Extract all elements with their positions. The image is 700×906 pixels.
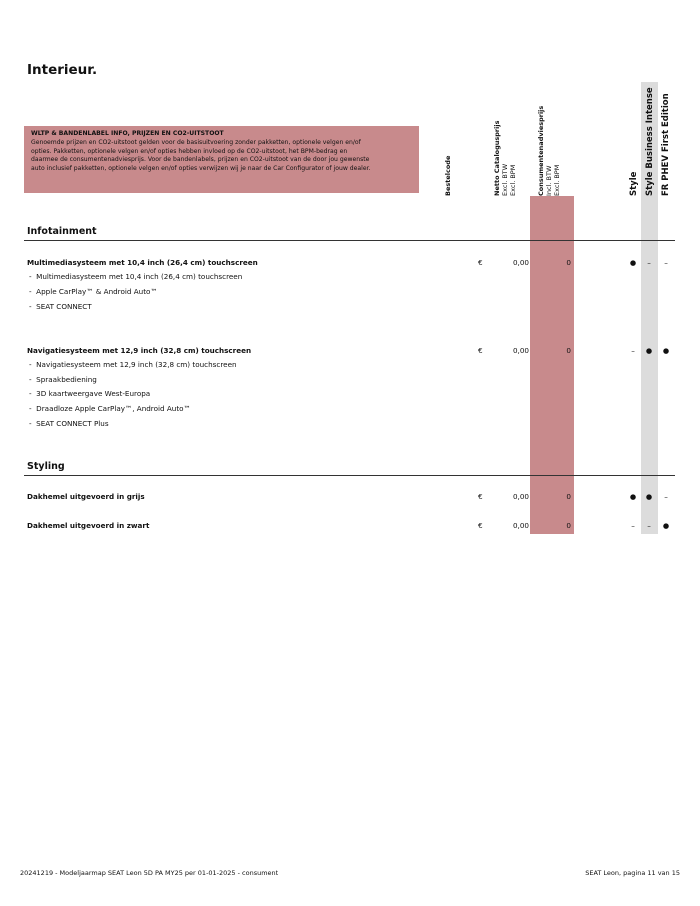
- availability-style-business-intense: ●: [645, 492, 653, 501]
- column-header-trim-style-business-intense: Style Business Intense: [645, 87, 655, 196]
- option-sub-item: - Multimediasysteem met 10,4 inch (26,4 cm) touchscreen: [29, 272, 243, 281]
- option-sub-item: - Draadloze Apple CarPlay™, Android Auto™: [29, 404, 191, 413]
- section-title-styling: Styling: [27, 461, 65, 472]
- availability-fr-phev: –: [664, 492, 668, 501]
- consumentenadviesprijs-column-band: [530, 196, 574, 534]
- option-sub-item: - Spraakbediening: [29, 375, 97, 384]
- availability-style: ●: [629, 492, 637, 501]
- page-title: Interieur.: [27, 62, 98, 78]
- column-header-netto: Netto Catalogusprijs Excl. BTW Excl. BPM: [493, 120, 517, 196]
- currency-sign: €: [478, 258, 483, 267]
- option-sub-item: - 3D kaartweergave West-Europa: [29, 389, 151, 398]
- netto-price: 0,00: [512, 258, 529, 267]
- availability-style: –: [631, 346, 635, 355]
- option-sub-item: - Navigatiesysteem met 12,9 inch (32,8 cm) touchscreen: [29, 360, 237, 369]
- column-header-consumentenadviesprijs: Consumentenadviesprijs Incl. BTW Excl. BPM: [537, 105, 561, 196]
- availability-style-business-intense: ●: [645, 346, 653, 355]
- netto-price: 0,00: [512, 346, 529, 355]
- consumer-price: 0: [566, 521, 571, 530]
- consumer-price: 0: [566, 258, 571, 267]
- currency-sign: €: [478, 492, 483, 501]
- availability-style: ●: [629, 258, 637, 267]
- option-sub-item: - Apple CarPlay™ & Android Auto™: [29, 287, 158, 296]
- info-box-line: auto inclusief pakketten, optionele velgen en/of opties verwijzen wij je naar de Car Configurator of jouw dealer.: [31, 165, 371, 173]
- option-sub-item: - SEAT CONNECT: [29, 302, 92, 311]
- wltp-info-box: [24, 126, 419, 193]
- footer-right: SEAT Leon, pagina 11 van 15: [585, 869, 680, 877]
- column-header-trim-style: Style: [629, 171, 639, 196]
- availability-fr-phev: ●: [662, 346, 670, 355]
- info-box-line: opties. Pakketten, optionele velgen en/of opties hebben invloed op de CO2-uitstoot, het BPM-bedrag en: [31, 147, 348, 155]
- option-title: Multimediasysteem met 10,4 inch (26,4 cm) touchscreen: [27, 258, 258, 267]
- availability-style-business-intense: –: [647, 521, 651, 530]
- column-header-bestelcode: Bestelcode: [444, 155, 452, 196]
- netto-price: 0,00: [512, 492, 529, 501]
- section-divider: [24, 475, 675, 476]
- availability-style-business-intense: –: [647, 258, 651, 267]
- consumer-price: 0: [566, 492, 571, 501]
- currency-sign: €: [478, 346, 483, 355]
- option-sub-item: - SEAT CONNECT Plus: [29, 419, 109, 428]
- footer-left: 20241219 - Modeljaarmap SEAT Leon 5D PA MY25 per 01-01-2025 - consument: [20, 869, 279, 877]
- availability-fr-phev: –: [664, 258, 668, 267]
- section-title-infotainment: Infotainment: [27, 226, 97, 237]
- info-box-line: Genoemde prijzen en CO2-uitstoot gelden voor de basisuitvoering zonder pakketten, optionele velgen en/of: [31, 138, 361, 146]
- availability-style: –: [631, 521, 635, 530]
- column-header-trim-fr-phev: FR PHEV First Edition: [661, 93, 671, 196]
- option-title: Navigatiesysteem met 12,9 inch (32,8 cm) touchscreen: [27, 346, 252, 355]
- netto-price: 0,00: [512, 521, 529, 530]
- info-box-line: daarmee de consumentenadviesprijs. Voor de bandenlabels, prijzen en CO2-uitstoot van de door jou gewenste: [31, 156, 370, 164]
- info-box-title: WLTP & BANDENLABEL INFO, PRIJZEN EN CO2-UITSTOOT: [31, 130, 224, 137]
- option-title: Dakhemel uitgevoerd in zwart: [27, 521, 150, 530]
- section-divider: [24, 240, 675, 241]
- option-title: Dakhemel uitgevoerd in grijs: [27, 492, 145, 501]
- availability-fr-phev: ●: [662, 521, 670, 530]
- currency-sign: €: [478, 521, 483, 530]
- consumer-price: 0: [566, 346, 571, 355]
